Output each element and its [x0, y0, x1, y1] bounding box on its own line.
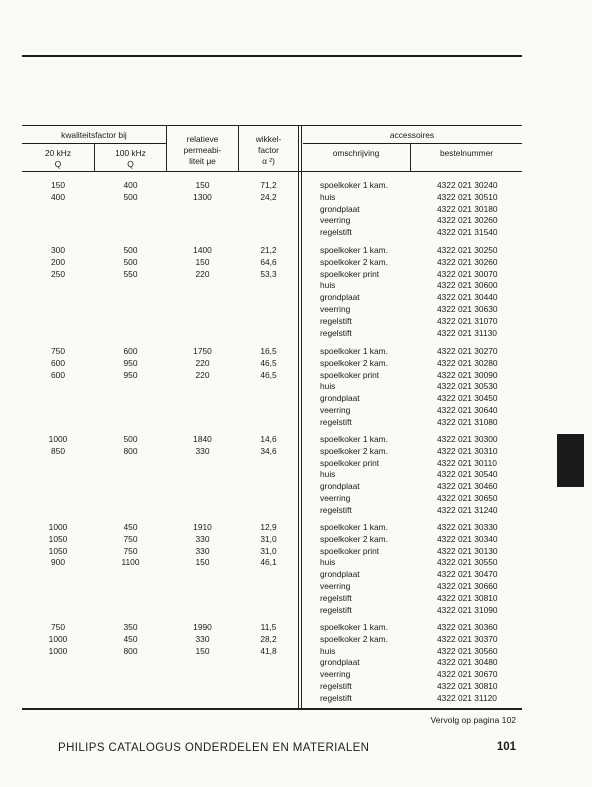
col-divider-4a	[298, 126, 299, 708]
order-number: 4322 021 30110	[437, 457, 497, 468]
order-number: 4322 021 30630	[437, 304, 498, 314]
order-number: 4322 021 30550	[437, 557, 498, 568]
q100-cell: 550	[123, 268, 138, 279]
permeability-cell: 1840	[193, 434, 212, 444]
winding-factor-cell: 34,6	[260, 445, 277, 456]
order-number: 4322 021 31240	[437, 504, 498, 515]
order-number: 4322 021 30180	[437, 203, 498, 214]
order-number: 4322 021 30470	[437, 569, 498, 580]
header-perm-3: liteit μe	[189, 156, 216, 166]
order-number: 4322 021 31540	[437, 227, 498, 238]
q20-cell: 200	[51, 256, 65, 267]
permeability-cell: 1300	[193, 191, 212, 202]
q20-cell: 1000	[48, 633, 68, 644]
q20-cell: 400	[51, 191, 65, 202]
accessory-description: spoelkoker print	[320, 369, 380, 380]
order-number: 4322 021 30310	[437, 445, 498, 456]
accessory-description: spoelkoker 2 kam.	[320, 357, 388, 368]
permeability-cell: 330	[195, 633, 210, 644]
accessory-description: spoelkoker 2 kam.	[320, 533, 388, 544]
order-number: 4322 021 30260	[437, 215, 498, 226]
q100-cell: 950	[123, 369, 138, 380]
col-divider-4b	[301, 126, 302, 708]
accessory-description: spoelkoker 1 kam.	[320, 522, 388, 532]
winding-factor-cell: 53,3	[260, 268, 277, 279]
accessory-description: regelstift	[320, 227, 352, 238]
accessory-description: spoelkoker 2 kam.	[320, 445, 388, 456]
q20-cell: 1050	[48, 545, 68, 556]
accessory-description: regelstift	[320, 604, 352, 615]
accessory-description: regelstift	[320, 504, 352, 515]
accessory-description: spoelkoker 1 kam.	[320, 434, 388, 444]
order-number: 4322 021 30810	[437, 681, 498, 691]
accessory-description: veerring	[320, 304, 351, 314]
header-wikkel-3: α ²)	[262, 156, 275, 166]
accessory-description: spoelkoker 2 kam.	[320, 633, 388, 644]
accessory-description: regelstift	[320, 692, 352, 703]
catalog-footer: PHILIPS CATALOGUS ONDERDELEN EN MATERIALEN	[58, 742, 370, 754]
header-wikkel-1: wikkel-	[255, 134, 282, 144]
winding-factor-cell: 24,2	[260, 191, 277, 202]
order-number: 4322 021 30130	[437, 545, 498, 556]
accessory-description: regelstift	[320, 416, 352, 427]
q20-cell: 750	[51, 346, 65, 356]
q100-cell: 950	[123, 357, 138, 368]
permeability-cell: 330	[195, 533, 210, 544]
table-bottom-rule	[22, 708, 522, 710]
q20-cell: 1050	[48, 533, 68, 544]
accessory-description: spoelkoker 1 kam.	[320, 245, 388, 255]
accessory-description: grondplaat	[320, 393, 360, 404]
header-perm-2: permeabi-	[183, 145, 222, 155]
header-omschrijving: omschrijving	[332, 148, 380, 158]
order-number: 4322 021 31080	[437, 416, 498, 427]
permeability-cell: 220	[195, 369, 210, 380]
accessory-description: spoelkoker print	[320, 545, 380, 556]
order-number: 4322 021 30480	[437, 657, 498, 668]
order-number: 4322 021 31120	[437, 692, 497, 703]
winding-factor-cell: 46,5	[260, 357, 277, 368]
accessory-description: regelstift	[320, 681, 352, 691]
q20-cell: 600	[51, 357, 65, 368]
header-20khz: 20 kHz	[44, 148, 72, 158]
accessory-description: veerring	[320, 669, 351, 680]
accessory-description: spoelkoker print	[320, 457, 380, 468]
page-number: 101	[496, 741, 516, 753]
header-bottom-rule	[22, 171, 522, 172]
order-number: 4322 021 30090	[437, 369, 498, 380]
header-perm-1: relatieve	[186, 134, 219, 144]
permeability-cell: 1400	[193, 245, 212, 255]
order-number: 4322 021 30540	[437, 469, 498, 480]
order-number: 4322 021 30260	[437, 256, 498, 267]
q20-cell: 750	[51, 622, 65, 632]
order-number: 4322 021 30330	[437, 522, 498, 532]
order-number: 4322 021 30340	[437, 533, 498, 544]
q100-cell: 500	[123, 256, 138, 267]
order-number: 4322 021 30640	[437, 405, 498, 415]
accessory-description: regelstift	[320, 315, 352, 326]
winding-factor-cell: 71,2	[260, 180, 277, 190]
q100-cell: 350	[123, 622, 138, 632]
winding-factor-cell: 31,0	[260, 545, 277, 556]
q20-cell: 300	[51, 245, 65, 255]
permeability-cell: 220	[195, 268, 210, 279]
permeability-cell: 150	[195, 256, 210, 267]
winding-factor-cell: 41,8	[260, 645, 277, 656]
permeability-cell: 1910	[193, 522, 212, 532]
winding-factor-cell: 12,9	[260, 522, 277, 532]
order-number: 4322 021 31090	[437, 604, 498, 615]
order-number: 4322 021 30670	[437, 669, 498, 680]
table-top-rule	[22, 125, 522, 126]
permeability-cell: 1990	[193, 622, 212, 632]
order-number: 4322 021 30660	[437, 581, 498, 591]
order-number: 4322 021 30370	[437, 633, 498, 644]
header-100khz-q: Q	[127, 159, 134, 169]
section-thumb-tab	[557, 434, 584, 487]
q100-cell: 450	[123, 633, 138, 644]
winding-factor-cell: 11,5	[260, 622, 277, 632]
permeability-cell: 150	[195, 180, 210, 190]
header-bestelnummer: bestelnummer	[439, 148, 494, 158]
accessory-description: regelstift	[320, 592, 352, 603]
permeability-cell: 330	[195, 445, 210, 456]
accessory-description: grondplaat	[320, 203, 360, 214]
q100-cell: 1100	[121, 557, 140, 568]
accessory-description: huis	[320, 191, 336, 202]
q100-cell: 500	[123, 434, 138, 444]
accessory-description: veerring	[320, 215, 351, 226]
permeability-cell: 150	[195, 557, 210, 568]
accessory-description: spoelkoker 1 kam.	[320, 622, 388, 632]
accessory-description: huis	[320, 557, 336, 568]
q20-cell: 150	[51, 180, 65, 190]
q100-cell: 800	[123, 645, 138, 656]
accessory-description: grondplaat	[320, 481, 360, 492]
order-number: 4322 021 31130	[437, 327, 497, 338]
q100-cell: 450	[123, 522, 138, 532]
q100-cell: 750	[123, 545, 138, 556]
order-number: 4322 021 31070	[437, 315, 498, 326]
q20-cell: 250	[51, 268, 65, 279]
permeability-cell: 1750	[193, 346, 212, 356]
q100-cell: 400	[123, 180, 138, 190]
accessory-description: spoelkoker 2 kam.	[320, 256, 388, 267]
header-wikkel-2: factor	[258, 145, 279, 155]
order-number: 4322 021 30600	[437, 280, 498, 291]
order-number: 4322 021 30450	[437, 393, 498, 404]
winding-factor-cell: 64,6	[260, 256, 277, 267]
header-100khz: 100 kHz	[115, 148, 146, 158]
order-number: 4322 021 30650	[437, 493, 498, 503]
accessory-description: spoelkoker 1 kam.	[320, 346, 388, 356]
q20-cell: 1000	[48, 645, 68, 656]
order-number: 4322 021 30300	[437, 434, 498, 444]
accessory-description: grondplaat	[320, 292, 360, 303]
order-number: 4322 021 30240	[437, 180, 498, 190]
order-number: 4322 021 30460	[437, 481, 498, 492]
winding-factor-cell: 31,0	[260, 533, 277, 544]
winding-factor-cell: 21,2	[260, 245, 277, 255]
q100-cell: 750	[123, 533, 138, 544]
permeability-cell: 330	[195, 545, 210, 556]
accessory-description: veerring	[320, 493, 351, 503]
accessory-description: veerring	[320, 405, 351, 415]
accessory-description: huis	[320, 381, 336, 392]
header-kwaliteit: kwaliteitsfactor bij	[61, 130, 127, 140]
winding-factor-cell: 14,6	[260, 434, 277, 444]
winding-factor-cell: 28,2	[260, 633, 277, 644]
accessory-description: veerring	[320, 581, 351, 591]
accessory-description: regelstift	[320, 327, 352, 338]
accessory-description: huis	[320, 469, 336, 480]
continued-note: Vervolg op pagina 102	[430, 715, 516, 725]
order-number: 4322 021 30510	[437, 191, 498, 202]
accessoires-underline	[303, 143, 522, 144]
accessory-description: huis	[320, 280, 336, 291]
q100-cell: 500	[123, 245, 138, 255]
header-20khz-q: Q	[54, 159, 62, 169]
top-rule	[22, 55, 522, 57]
q100-cell: 800	[123, 445, 138, 456]
winding-factor-cell: 46,5	[260, 369, 277, 380]
q20-cell: 1000	[48, 522, 68, 532]
permeability-cell: 150	[195, 645, 210, 656]
q100-cell: 500	[123, 191, 138, 202]
order-number: 4322 021 30810	[437, 592, 498, 603]
q20-cell: 1000	[48, 434, 68, 444]
accessory-description: huis	[320, 645, 336, 656]
order-number: 4322 021 30530	[437, 381, 498, 392]
q20-cell: 600	[51, 369, 65, 380]
order-number: 4322 021 30280	[437, 357, 498, 368]
q20-cell: 900	[51, 557, 65, 568]
order-number: 4322 021 30560	[437, 645, 498, 656]
q20-cell: 850	[51, 445, 65, 456]
order-number: 4322 021 30360	[437, 622, 498, 632]
accessory-description: grondplaat	[320, 569, 360, 580]
order-number: 4322 021 30070	[437, 268, 498, 279]
q100-cell: 600	[123, 346, 138, 356]
accessory-description: spoelkoker 1 kam.	[320, 180, 388, 190]
order-number: 4322 021 30250	[437, 245, 498, 255]
winding-factor-cell: 16,5	[260, 346, 277, 356]
winding-factor-cell: 46,1	[260, 557, 277, 568]
order-number: 4322 021 30270	[437, 346, 498, 356]
order-number: 4322 021 30440	[437, 292, 498, 303]
permeability-cell: 220	[195, 357, 210, 368]
accessory-description: spoelkoker print	[320, 268, 380, 279]
header-accessoires: accessoires	[389, 130, 435, 140]
accessory-description: grondplaat	[320, 657, 360, 668]
